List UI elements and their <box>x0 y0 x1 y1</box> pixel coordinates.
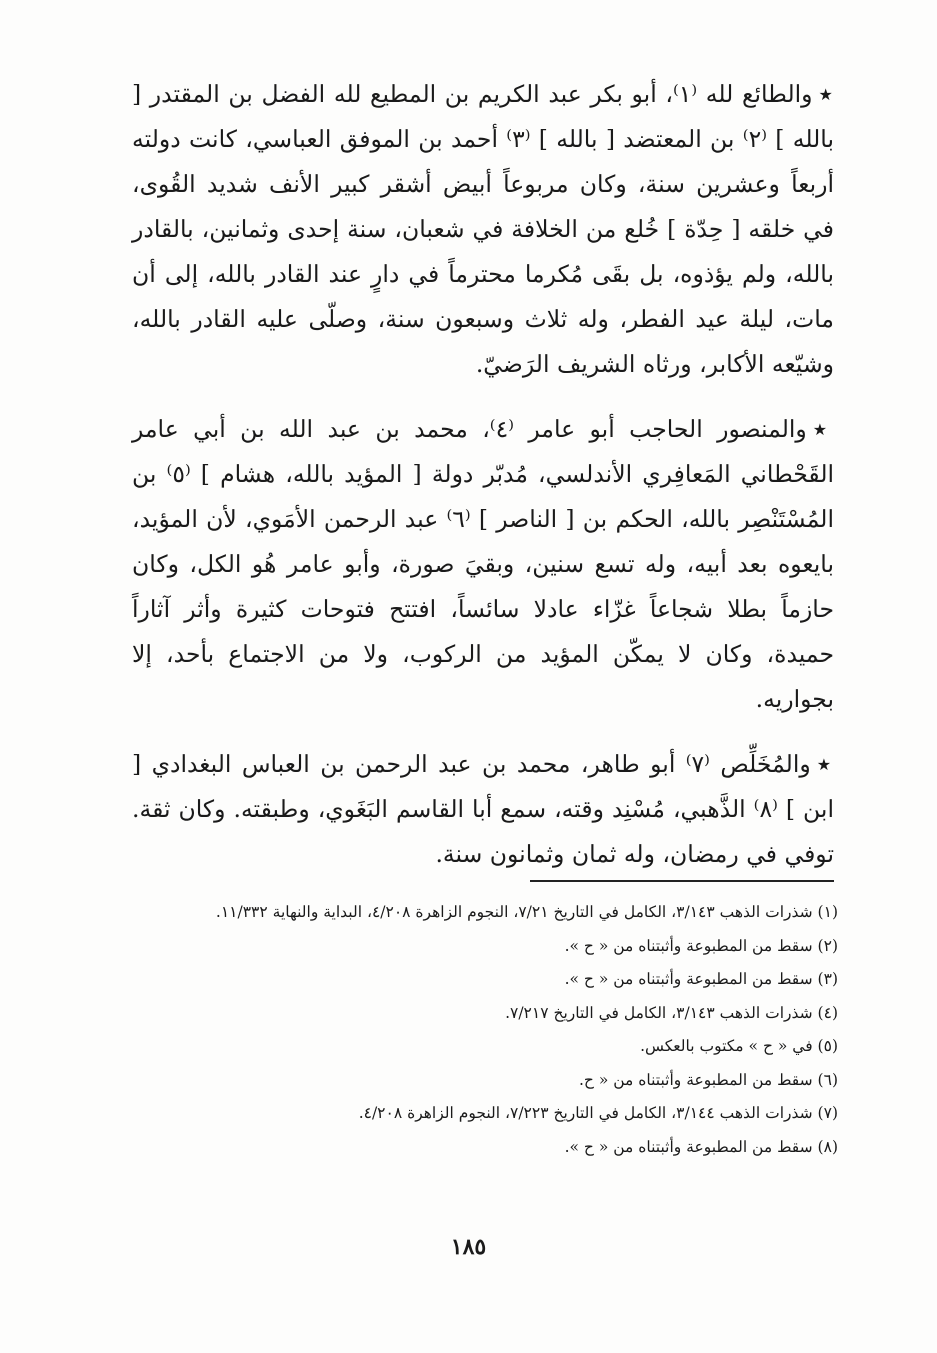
footnote: (١) شذرات الذهب ٣/١٤٣، الكامل في التاريخ ٧/٢١، النجوم الزاهرة ٤/٢٠٨، البداية والنهاية ١١/٣٣٢. <box>215 903 838 921</box>
footnote: (٥) في « ح » مكتوب بالعكس. <box>640 1037 838 1055</box>
footnote: (٢) سقط من المطبوعة وأثبتناه من « ح ». <box>564 936 838 955</box>
footnotes <box>132 896 838 1164</box>
page-number: ١٨٥ <box>450 1234 487 1260</box>
entry-text: والمنصور الحاجب أبو عامر ⁽٤⁾، محمد بن عبد الله بن أبي عامر القَحْطاني المَعافِري الأندلسي، مُدبّر دولة [ المؤيد بالله، هشام ] ⁽٥⁾ بن المُسْتَنْصِر بالله، الحكم بن [ الناصر ] ⁽٦⁾ عبد الرحمن الأمَوي، لأن المؤيد، بايعوه بعد أبيه، وله تسع سنين، وبقيَ صورة، وأبو عامر هُو الكل، وكان حازماً بطلا شجاعاً غزّاء عادلا سائساً، افتتح فتوحات كثيرة وأثر آثاراً حميدة، وكان لا يمكّن المؤيد من الركوب، ولا من الاجتماع بأحد، إلا بجواريه. <box>132 415 835 713</box>
entry-text: والطائع لله ⁽١⁾، أبو بكر عبد الكريم بن المطيع لله الفضل بن المقتدر [ بالله ] ⁽٢⁾ بن المعتضد [ بالله ] ⁽٣⁾ أحمد بن الموفق العباسي، كانت دولته أربعاً وعشرين سنة، وكان مربوعاً أبيض أشقر كبير الأنف شديد القُوى، في خلقه [ حِدّة ] خُلع من الخلافة في شعبان، سنة إحدى وثمانين، بالقادر بالله، ولم يؤذوه، بل بقَى مُكرما محترماً في دارٍ عند القادر بالله، إلى أن مات، ليلة عيد الفطر، وله ثلاث وسبعون سنة، وصلّى عليه القادر بالله، وشيّعه الأكابر، ورثاه الشريف الرَضيّ. <box>132 80 834 378</box>
footnote: (٧) شذرات الذهب ٣/١٤٤، الكامل في التاريخ ٧/٢٢٣، النجوم الزاهرة ٤/٢٠٨. <box>358 1104 838 1122</box>
main-text <box>132 72 834 897</box>
footnote: (٣) سقط من المطبوعة وأثبتناه من « ح ». <box>564 970 838 988</box>
footnote: (٦) سقط من المطبوعة وأثبتناه من « ح. <box>578 1070 838 1089</box>
star-icon: ★ <box>816 755 835 774</box>
entry-text: والمُخَلِّص ⁽٧⁾ أبو طاهر، محمد بن عبد الرحمن بن العباس البغدادي [ ابن ] ⁽٨⁾ الذَّهبي، مُسْنِد وقته، سمع أبا القاسم البَغَوي، وطبقته. وكان ثقة. توفي في رمضان، وله ثمان وثمانون سنة. <box>132 750 834 868</box>
footnote: (٨) سقط من المطبوعة وأثبتناه من « ح ». <box>564 1137 838 1156</box>
star-icon: ★ <box>818 85 835 104</box>
entry-al-mukhallis <box>132 742 834 877</box>
entry-al-tai <box>132 72 834 387</box>
footnote-divider <box>530 880 834 882</box>
star-icon: ★ <box>812 420 835 439</box>
footnote: (٤) شذرات الذهب ٣/١٤٣، الكامل في التاريخ ٧/٢١٧. <box>505 1003 838 1022</box>
entry-al-mansur <box>132 407 834 722</box>
